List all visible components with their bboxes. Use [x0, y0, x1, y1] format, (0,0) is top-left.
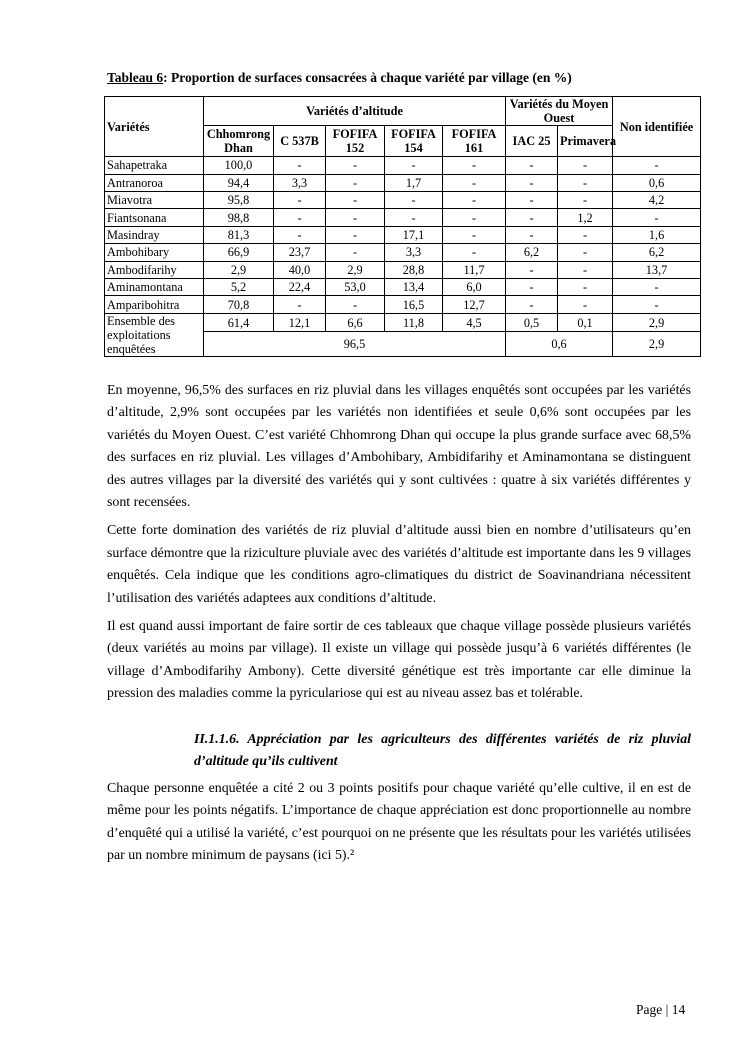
table-cell: -	[506, 174, 558, 191]
table-cell: 98,8	[204, 209, 274, 226]
table-cell: -	[443, 192, 506, 209]
table-cell: -	[506, 226, 558, 243]
table-cell: -	[506, 296, 558, 313]
village-name: Masindray	[105, 226, 204, 243]
header-altitude: Variétés d’altitude	[204, 97, 506, 126]
table-cell: -	[274, 226, 326, 243]
table-cell: 0,6	[613, 174, 701, 191]
table-cell: 11,7	[443, 261, 506, 278]
table-cell: -	[326, 296, 385, 313]
table-cell: -	[326, 226, 385, 243]
table-cell: 3,3	[385, 244, 443, 261]
table-row	[105, 261, 701, 278]
table-row	[105, 192, 701, 209]
table-cell: 2,9	[204, 261, 274, 278]
table-cell: -	[274, 209, 326, 226]
table-cell: 16,5	[385, 296, 443, 313]
ensemble-cell: 11,8	[385, 313, 443, 332]
table-cell: -	[443, 226, 506, 243]
table-cell: 70,8	[204, 296, 274, 313]
header-col: Chhomrong Dhan	[204, 126, 274, 157]
table-row	[105, 157, 701, 174]
table-cell: -	[558, 296, 613, 313]
section-heading: II.1.1.6. Appréciation par les agriculteurs des différentes variétés de riz pluvial d’altitude qu’ils cultivent	[194, 732, 691, 770]
header-col: FOFIFA 152	[326, 126, 385, 157]
table-cell: -	[385, 192, 443, 209]
table-cell: -	[558, 157, 613, 174]
village-name: Fiantsonana	[105, 209, 204, 226]
table-caption	[107, 70, 697, 86]
ensemble-cell: 6,6	[326, 313, 385, 332]
body-text-lower	[107, 778, 691, 874]
table-cell: -	[506, 279, 558, 296]
table-caption-text: : Proportion de surfaces consacrées à chaque variété par village (en %)	[163, 70, 572, 85]
village-name: Sahapetraka	[105, 157, 204, 174]
table-cell: 95,8	[204, 192, 274, 209]
header-col: FOFIFA 161	[443, 126, 506, 157]
table-cell: -	[558, 261, 613, 278]
table-row	[105, 174, 701, 191]
table-row	[105, 244, 701, 261]
total-non-identifiee: 2,9	[613, 332, 701, 357]
total-altitude: 96,5	[204, 332, 506, 357]
paragraph: Chaque personne enquêtée a cité 2 ou 3 points positifs pour chaque variété qu’elle cultive, il en est de même pour les points négatifs. L’importance de chaque appréciation est donc proportionnelle au nombre d’enquêté qui a utilisé la variété, c’est pourquoi on ne présente que les résultats pour les variétés utilisées par un nombre minimum de paysans (ici 5).²	[107, 781, 691, 864]
table-cell: 40,0	[274, 261, 326, 278]
table-cell: 23,7	[274, 244, 326, 261]
ensemble-cell: 0,5	[506, 313, 558, 332]
ensemble-label: Ensemble des exploitations enquêtées	[105, 313, 204, 356]
table-cell: 13,4	[385, 279, 443, 296]
page-footer	[636, 1002, 685, 1018]
village-name: Ambodifarihy	[105, 261, 204, 278]
page-separator: |	[665, 1002, 669, 1017]
table-body	[105, 157, 701, 314]
table-cell: 53,0	[326, 279, 385, 296]
table-cell: -	[558, 244, 613, 261]
table-cell: -	[326, 192, 385, 209]
village-name: Antranoroa	[105, 174, 204, 191]
table-cell: -	[506, 192, 558, 209]
table-cell: -	[506, 157, 558, 174]
header-varietes: Variétés	[105, 97, 204, 157]
table-cell: 3,3	[274, 174, 326, 191]
table-cell: -	[274, 157, 326, 174]
ensemble-cell: 12,1	[274, 313, 326, 332]
table-cell: -	[558, 226, 613, 243]
table-cell: -	[613, 157, 701, 174]
table-row	[105, 296, 701, 313]
table-cell: -	[613, 209, 701, 226]
table-cell: 6,2	[613, 244, 701, 261]
village-name: Ambohibary	[105, 244, 204, 261]
table-row-ensemble	[105, 313, 701, 332]
body-text-upper	[107, 380, 691, 712]
paragraph: En moyenne, 96,5% des surfaces en riz pluvial dans les villages enquêtés sont occupées par les variétés d’altitude, 2,9% sont occupées par les variétés non identifiées et seule 0,6% sont occupées par les variétés du Moyen Ouest. C’est variété Chhomrong Dhan qui occupe la plus grande surface avec 68,5% des surfaces en riz pluvial. Les villages d’Ambohibary, Ambidifarihy et Aminamontana se distinguent des autres villages par la diversité des variétés qui y sont cultivées : quatre à six variétés différentes y sont recensées.	[107, 383, 691, 511]
header-moyen-ouest: Variétés du Moyen Ouest	[506, 97, 613, 126]
table-cell: -	[443, 157, 506, 174]
table-cell: 66,9	[204, 244, 274, 261]
table-cell: -	[558, 192, 613, 209]
village-name: Aminamontana	[105, 279, 204, 296]
ensemble-cell: 2,9	[613, 313, 701, 332]
table-cell: 13,7	[613, 261, 701, 278]
table-cell: 22,4	[274, 279, 326, 296]
table-cell: -	[385, 157, 443, 174]
table-cell: -	[506, 261, 558, 278]
table-cell: -	[443, 174, 506, 191]
header-col: IAC 25	[506, 126, 558, 157]
table-cell: -	[326, 209, 385, 226]
table-cell: -	[326, 174, 385, 191]
table-cell: -	[506, 209, 558, 226]
table-cell: 1,6	[613, 226, 701, 243]
table-cell: 5,2	[204, 279, 274, 296]
table-row	[105, 226, 701, 243]
table-cell: -	[443, 244, 506, 261]
table-cell: 1,2	[558, 209, 613, 226]
header-col: C 537B	[274, 126, 326, 157]
table-cell: -	[326, 244, 385, 261]
page-number: 14	[671, 1002, 686, 1017]
header-non-identifiee: Non identifiée	[613, 97, 701, 157]
table-row	[105, 209, 701, 226]
village-name: Miavotra	[105, 192, 204, 209]
ensemble-cell: 0,1	[558, 313, 613, 332]
table-cell: 2,9	[326, 261, 385, 278]
paragraph: Il est quand aussi important de faire sortir de ces tableaux que chaque village possède plusieurs variétés (deux variétés au moins par village). Il existe un village qui possède jusqu’à 6 variétés différentes (le village d’Ambodifarihy Ambony). Cette diversité génétique est très importante car elle diminue la pression des maladies comme la pyriculariose qui est au niveau assez bas et tolérable.	[107, 619, 691, 702]
ensemble-cell: 4,5	[443, 313, 506, 332]
table-cell: 28,8	[385, 261, 443, 278]
table-cell: 17,1	[385, 226, 443, 243]
village-name: Amparibohitra	[105, 296, 204, 313]
header-col: FOFIFA 154	[385, 126, 443, 157]
table-cell: 1,7	[385, 174, 443, 191]
header-col: Primavera	[558, 126, 613, 157]
table-cell: -	[274, 192, 326, 209]
total-moyen-ouest: 0,6	[506, 332, 613, 357]
table-cell: 6,0	[443, 279, 506, 296]
table-cell: 94,4	[204, 174, 274, 191]
table-cell: -	[558, 279, 613, 296]
table-cell: -	[443, 209, 506, 226]
table-cell: 12,7	[443, 296, 506, 313]
table-cell: 6,2	[506, 244, 558, 261]
table-cell: -	[558, 174, 613, 191]
table-row	[105, 279, 701, 296]
page-label: Page	[636, 1002, 663, 1017]
table-cell: 100,0	[204, 157, 274, 174]
table-cell: -	[274, 296, 326, 313]
table-cell: -	[613, 279, 701, 296]
paragraph: Cette forte domination des variétés de riz pluvial d’altitude aussi bien en nombre d’utilisateurs qu’en surface démontre que la riziculture pluviale avec des variétés d’altitude est importante dans les 9 villages enquêtés. Cela indique que les conditions agro-climatiques du district de Soavinandriana nécessitent l’utilisation des variétés adaptees aux conditions d’altitude.	[107, 523, 691, 606]
table-caption-label: Tableau 6	[107, 70, 164, 85]
ensemble-cell: 61,4	[204, 313, 274, 332]
table-cell: 81,3	[204, 226, 274, 243]
varieties-table	[104, 96, 701, 357]
table-cell: -	[385, 209, 443, 226]
table-cell: 4,2	[613, 192, 701, 209]
table-cell: -	[613, 296, 701, 313]
table-cell: -	[326, 157, 385, 174]
